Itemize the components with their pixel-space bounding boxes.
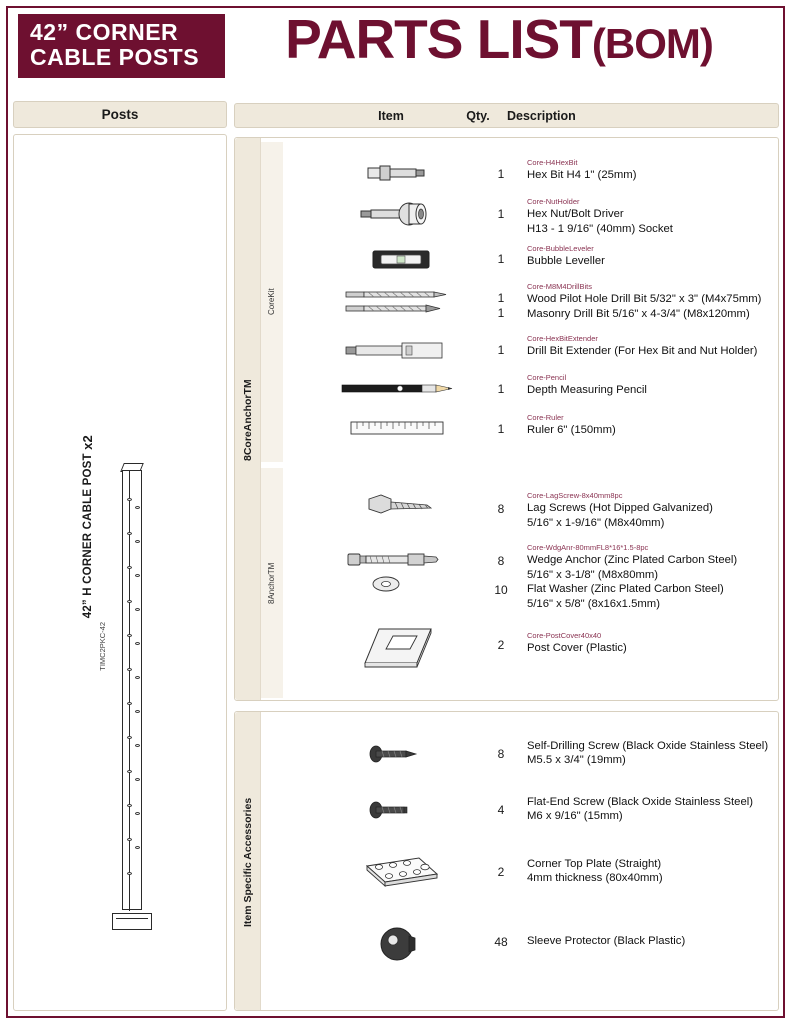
row-description bbox=[527, 934, 791, 948]
row-desc-line: Flat-End Screw (Black Oxide Stainless Steel) bbox=[527, 796, 754, 808]
row-qty: 8 bbox=[497, 554, 505, 568]
row-description bbox=[527, 197, 791, 236]
product-title-line2: CABLE POSTS bbox=[30, 43, 200, 70]
row-code: Core-WdgAnr-80mmFL8*16*1.5-8pc bbox=[527, 543, 649, 552]
row-desc-line: 5/16" x 3-1/8" (M8x80mm) bbox=[527, 568, 659, 581]
row-description bbox=[527, 413, 791, 438]
band-core-anchor-label: 8CoreAnchorTM bbox=[242, 379, 254, 461]
row-code: Core-LagScrew-8x40mm8pc bbox=[527, 491, 623, 500]
row-qty: 8 bbox=[497, 747, 505, 761]
row-qty-secondary: 1 bbox=[497, 306, 505, 320]
column-header-item: Item bbox=[378, 109, 404, 123]
drill-bit-extender-icon bbox=[327, 338, 477, 364]
bubble-level-icon bbox=[327, 246, 477, 272]
row-qty: 1 bbox=[497, 343, 505, 357]
subband-corekit-label: CoreKit bbox=[267, 288, 276, 316]
row-desc-line: 5/16" x 5/8" (8x16x1.5mm) bbox=[527, 597, 660, 610]
row-desc-line: Hex Nut/Bolt Driver bbox=[527, 208, 624, 221]
row-code: Core-NutHolder bbox=[527, 197, 580, 206]
drill-bits-icon bbox=[327, 286, 477, 322]
corner-top-plate-icon bbox=[327, 852, 477, 908]
row-description bbox=[527, 244, 791, 269]
post-cover-icon bbox=[327, 623, 477, 673]
nut-driver-icon bbox=[327, 200, 477, 228]
row-desc-line: Sleeve Protector (Black Plastic) bbox=[527, 935, 686, 947]
row-qty: 1 bbox=[497, 167, 505, 181]
row-qty: 1 bbox=[497, 252, 505, 266]
band-accessories-label: Item Specific Accessories bbox=[242, 797, 254, 927]
row-desc-line: H13 - 1 9/16" (40mm) Socket bbox=[527, 222, 673, 235]
page-title bbox=[225, 8, 773, 70]
row-code: Core-H4HexBit bbox=[527, 158, 578, 167]
column-header-qty: Qty. bbox=[466, 109, 490, 123]
row-description bbox=[527, 158, 791, 183]
row-description bbox=[527, 631, 791, 656]
hex-bit-icon bbox=[327, 160, 477, 186]
row-description bbox=[527, 373, 791, 398]
wedge-anchor-icon bbox=[327, 546, 477, 600]
self-drilling-screw-icon bbox=[327, 742, 477, 768]
row-qty: 8 bbox=[497, 502, 505, 516]
row-desc-line: M5.5 x 3/4" (19mm) bbox=[527, 754, 626, 767]
row-qty: 1 bbox=[497, 382, 505, 396]
subband-anchor-label: 8AnchorTM bbox=[267, 562, 276, 604]
row-desc-line: 5/16" x 1-9/16" (M8x40mm) bbox=[527, 516, 665, 529]
page-title-main: PARTS LIST bbox=[285, 8, 592, 70]
post-base-plate bbox=[112, 913, 152, 930]
row-desc-line: Ruler 6" (150mm) bbox=[527, 424, 616, 437]
pencil-icon bbox=[327, 378, 477, 400]
row-desc-line: Masonry Drill Bit 5/16" x 4-3/4" (M8x120mm) bbox=[527, 307, 750, 320]
posts-panel-heading: Posts bbox=[13, 101, 227, 128]
product-title-badge bbox=[18, 14, 225, 78]
row-qty: 2 bbox=[497, 865, 505, 879]
row-desc-line: Post Cover (Plastic) bbox=[527, 642, 627, 655]
row-qty: 4 bbox=[497, 803, 505, 817]
page-title-bom: (BOM) bbox=[591, 20, 713, 67]
row-code: Core-HexBitExtender bbox=[527, 334, 598, 343]
row-code: Core-M8M4DrillBits bbox=[527, 282, 593, 291]
row-qty: 1 bbox=[497, 207, 505, 221]
row-desc-line: Corner Top Plate (Straight) bbox=[527, 858, 662, 870]
row-desc-line: Bubble Leveller bbox=[527, 255, 605, 268]
row-desc-line: Flat Washer (Zinc Plated Carbon Steel) bbox=[527, 583, 724, 596]
table-header bbox=[234, 103, 779, 128]
row-description bbox=[527, 739, 791, 768]
row-code: Core-Ruler bbox=[527, 413, 564, 422]
row-qty: 2 bbox=[497, 638, 505, 652]
post-illustration bbox=[110, 470, 154, 930]
page-header bbox=[18, 8, 773, 86]
post-label bbox=[80, 435, 95, 618]
row-description bbox=[527, 491, 791, 530]
row-description bbox=[527, 795, 791, 824]
row-description bbox=[527, 334, 791, 359]
row-desc-line: Lag Screws (Hot Dipped Galvanized) bbox=[527, 502, 713, 515]
row-desc-line: M6 x 9/16" (15mm) bbox=[527, 810, 623, 823]
row-qty: 1 bbox=[497, 422, 505, 436]
post-code: TIMC2PKC-42 bbox=[98, 622, 107, 671]
row-qty: 1 bbox=[497, 291, 505, 305]
row-code: Core-PostCover40x40 bbox=[527, 631, 602, 640]
block-core-anchor bbox=[234, 137, 779, 701]
posts-panel bbox=[13, 101, 227, 1011]
block-item-specific-accessories bbox=[234, 711, 779, 1011]
row-desc-line: Hex Bit H4 1" (25mm) bbox=[527, 169, 637, 182]
row-desc-line: Wood Pilot Hole Drill Bit 5/32" x 3" (M4x75mm) bbox=[527, 293, 762, 306]
row-desc-line: 4mm thickness (80x40mm) bbox=[527, 872, 663, 885]
row-qty: 48 bbox=[494, 935, 508, 949]
posts-panel-body bbox=[13, 134, 227, 1011]
row-desc-line: Drill Bit Extender (For Hex Bit and Nut Holder) bbox=[527, 345, 758, 358]
row-description bbox=[527, 857, 791, 886]
row-qty-secondary: 10 bbox=[494, 583, 508, 597]
product-title-line1: 42” CORNER bbox=[30, 19, 179, 45]
row-description bbox=[527, 282, 791, 321]
sleeve-protector-icon bbox=[327, 922, 477, 966]
post-quantity: x2 bbox=[80, 435, 95, 450]
row-desc-line: Self-Drilling Screw (Black Oxide Stainless Steel) bbox=[527, 740, 769, 752]
ruler-icon bbox=[327, 416, 477, 440]
row-code: Core-Pencil bbox=[527, 373, 567, 382]
post-label-text: 42” H CORNER CABLE POST bbox=[82, 453, 94, 619]
row-desc-line: Depth Measuring Pencil bbox=[527, 384, 647, 397]
row-code: Core-BubbleLeveler bbox=[527, 244, 594, 253]
post-column bbox=[122, 470, 142, 910]
flat-end-screw-icon bbox=[327, 798, 477, 824]
row-description bbox=[527, 543, 791, 611]
post-column-edge bbox=[129, 471, 130, 911]
row-desc-line: Wedge Anchor (Zinc Plated Carbon Steel) bbox=[527, 554, 738, 567]
column-header-description: Description bbox=[507, 109, 576, 123]
lag-screw-icon bbox=[327, 493, 477, 527]
